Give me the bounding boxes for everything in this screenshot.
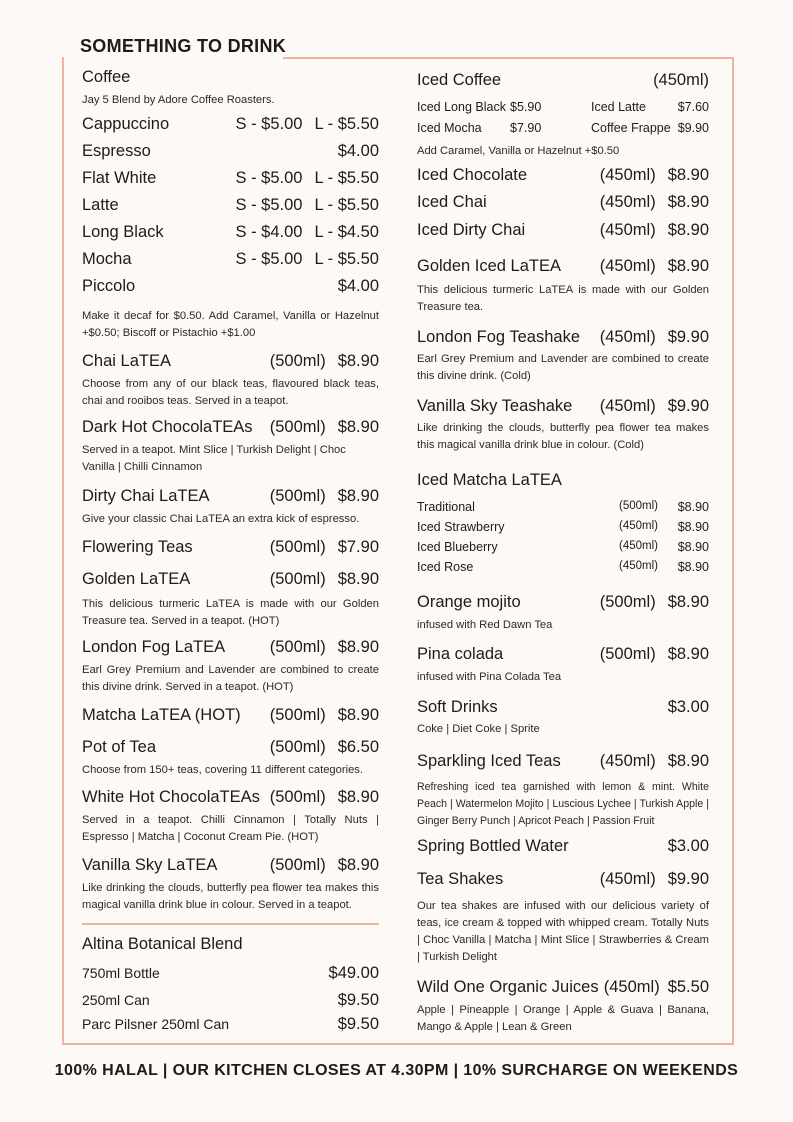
menu-item: Iced Chai (450ml) $8.90 <box>417 193 709 211</box>
section-divider <box>82 923 379 925</box>
menu-item: Parc Pilsner 250ml Can $9.50 <box>82 1015 379 1033</box>
menu-item: Dirty Chai LaTEA (500ml) $8.90 <box>82 487 379 505</box>
left-column <box>82 0 379 1122</box>
menu-item: London Fog Teashake (450ml) $9.90 <box>417 328 709 346</box>
menu-item: London Fog LaTEA (500ml) $8.90 <box>82 638 379 656</box>
item-description: Served in a teapot. Chilli Cinnamon | Totally Nuts | Espresso | Matcha | Coconut Cream Pie. (HOT) <box>82 814 379 843</box>
menu-item: Dark Hot ChocolaTEAs (500ml) $8.90 <box>82 418 379 436</box>
iced-coffee-title-row <box>417 71 709 90</box>
item-description: infused with Red Dawn Tea <box>417 619 553 631</box>
menu-item: 250ml Can $9.50 <box>82 991 379 1009</box>
coffee-title: Coffee <box>82 68 131 86</box>
item-description: Served in a teapot. Mint Slice | Turkish Delight | Choc Vanilla | Chilli Cinnamon <box>82 444 346 473</box>
iced-coffee-title: Iced Coffee <box>417 71 502 89</box>
menu-item: White Hot ChocolaTEAs (500ml) $8.90 <box>82 788 379 806</box>
menu-item: Tea Shakes (450ml) $9.90 <box>417 870 709 888</box>
altina-title-row <box>82 935 379 954</box>
item-description: Choose from 150+ teas, covering 11 different categories. <box>82 764 363 776</box>
matcha-title: Iced Matcha LaTEA <box>417 471 562 489</box>
item-description: Earl Grey Premium and Lavender are combined to create this divine drink. Served in a teapot. (HOT) <box>82 664 379 693</box>
list-item: Iced Rose (450ml) $8.90 <box>417 560 709 574</box>
menu-item: Cappuccino S - $5.00 L - $5.50 <box>82 115 379 133</box>
list-item: Iced Blueberry (450ml) $8.90 <box>417 540 709 554</box>
item-description: This delicious turmeric LaTEA is made with our Golden Treasure tea. Served in a teapot. (HOT) <box>82 598 379 627</box>
menu-item: Vanilla Sky Teashake (450ml) $9.90 <box>417 397 709 415</box>
menu-heading: SOMETHING TO DRINK <box>80 36 287 56</box>
item-description: Our tea shakes are infused with our delicious variety of teas, ice cream & topped with whipped cream. Totally Nuts | Choc Vanilla | Matcha | Mint Slice | Strawberries & Cream | Turkish Delight <box>417 900 709 963</box>
menu-item: Soft Drinks $3.00 <box>417 698 709 716</box>
iced-coffee-note: Add Caramel, Vanilla or Hazelnut +$0.50 <box>417 145 620 157</box>
menu-item: Latte S - $5.00 L - $5.50 <box>82 196 379 214</box>
iced-coffee-size: (450ml) <box>653 71 709 89</box>
item-description: Apple | Pineapple | Orange | Apple & Guava | Banana, Mango & Apple | Lean & Green <box>417 1004 709 1033</box>
item-description: Refreshing iced tea garnished with lemon & mint. White Peach | Watermelon Mojito | Luscious Lychee | Turkish Apple | Ginger Berry Punch | Apricot Peach | Passion Fruit <box>417 781 709 827</box>
menu-item: Espresso $4.00 <box>82 142 379 160</box>
menu-item: Flowering Teas (500ml) $7.90 <box>82 538 379 556</box>
menu-item: Golden LaTEA (500ml) $8.90 <box>82 570 379 588</box>
item-description: Earl Grey Premium and Lavender are combined to create this divine drink. (Cold) <box>417 353 709 382</box>
item-description: Like drinking the clouds, butterfly pea flower tea makes this magical vanilla drink blue in colour. Served in a teapot. <box>82 882 379 911</box>
item-description: infused with Pina Colada Tea <box>417 671 562 683</box>
item-description: Choose from any of our black teas, flavoured black teas, chai and rooibos teas. Served in a teapot. <box>82 378 379 407</box>
altina-title: Altina Botanical Blend <box>82 935 243 953</box>
menu-item: Pot of Tea (500ml) $6.50 <box>82 738 379 756</box>
coffee-subtitle: Jay 5 Blend by Adore Coffee Roasters. <box>82 94 275 106</box>
menu-item: Long Black S - $4.00 L - $4.50 <box>82 223 379 241</box>
menu-item: Chai LaTEA (500ml) $8.90 <box>82 352 379 370</box>
list-item: Traditional (500ml) $8.90 <box>417 500 709 514</box>
menu-item: Iced Chocolate (450ml) $8.90 <box>417 166 709 184</box>
menu-item: 750ml Bottle $49.00 <box>82 964 379 982</box>
menu-item: Sparkling Iced Teas (450ml) $8.90 <box>417 752 709 770</box>
menu-item: Pina colada (500ml) $8.90 <box>417 645 709 663</box>
menu-item: Vanilla Sky LaTEA (500ml) $8.90 <box>82 856 379 874</box>
coffee-title-row <box>82 68 379 87</box>
menu-item: Flat White S - $5.00 L - $5.50 <box>82 169 379 187</box>
item-description: Coke | Diet Coke | Sprite <box>417 723 540 735</box>
item-description: Give your classic Chai LaTEA an extra kick of espresso. <box>82 513 360 525</box>
list-item: Iced Strawberry (450ml) $8.90 <box>417 520 709 534</box>
menu-item: Mocha S - $5.00 L - $5.50 <box>82 250 379 268</box>
menu-item: Wild One Organic Juices (450ml) $5.50 <box>417 978 709 996</box>
menu-item: Matcha LaTEA (HOT) (500ml) $8.90 <box>82 706 379 724</box>
menu-item: Orange mojito (500ml) $8.90 <box>417 593 709 611</box>
menu-item: Golden Iced LaTEA (450ml) $8.90 <box>417 257 709 275</box>
matcha-title-row <box>417 471 709 490</box>
item-description: This delicious turmeric LaTEA is made with our Golden Treasure tea. <box>417 284 709 313</box>
footer-notice: 100% HALAL | OUR KITCHEN CLOSES AT 4.30PM | 10% SURCHARGE ON WEEKENDS <box>54 1062 739 1079</box>
right-column: Iced Coffee (450ml) Iced Long Black $5.90 Iced Latte $7.60 Iced Mocha $7.90 Coffee Frappe $9.90 Add Caramel, Vanilla or Hazelnut +$0.50 Iced Chocolate (450ml) $8.90 Iced Chai (450ml) $8.90 Iced Dirty Chai (450ml) $8.90 Golden Iced LaTEA (450ml) $8.90 This delicious turmeric LaTEA is made with our Golden Treasure tea. London Fog Teashake (450ml) $9.90 Earl Grey Premium and Lavender are combined to create this divine drink. (Cold) Vanilla Sky Teashake (450ml) $9.90 Like drinking the clouds, butterfly pea flower tea makes this magical vanilla drink blue in colour. (Cold) Iced Matcha LaTEA Traditional (500ml) $8.90 Iced Strawberry (450ml) $8.90 Iced Blueberry (450ml) $8.90 Iced Rose (450ml) $8.90 Orange mojito (500ml) $8.90 infused with Red Dawn Tea Pina colada (500ml) $8.90 infused with Pina Colada Tea Soft Drinks $3.00 Coke | Diet Coke | Sprite Sparkling Iced Teas (450ml) $8.90 Refreshing iced tea garnished with lemon & mint. White Peach | Watermelon Mojito | Luscious Lychee | Turkish Apple | Ginger Berry Punch | Apricot Peach | Passion Fruit Spring Bottled Water $3.00 Tea Shakes (450ml) $9.90 Our tea shakes are infused with our delicious variety of teas, ice cream & topped with whipped cream. Totally Nuts | Choc Vanilla | Matcha | Mint Slice | Strawberries & Cream | Turkish Delight Wild One Organic Juices (450ml) $5.50 Apple | Pineapple | Orange | Apple & Guava | Banana, Mango & Apple | Lean & Green <box>417 0 709 1122</box>
item-description: Like drinking the clouds, butterfly pea flower tea makes this magical vanilla drink blue in colour. (Cold) <box>417 422 709 451</box>
coffee-note: Make it decaf for $0.50. Add Caramel, Vanilla or Hazelnut +$0.50; Biscoff or Pistachio +$1.00 <box>82 310 379 339</box>
menu-item: Iced Dirty Chai (450ml) $8.90 <box>417 221 709 239</box>
menu-item: Piccolo $4.00 <box>82 277 379 295</box>
menu-item: Spring Bottled Water $3.00 <box>417 837 709 855</box>
